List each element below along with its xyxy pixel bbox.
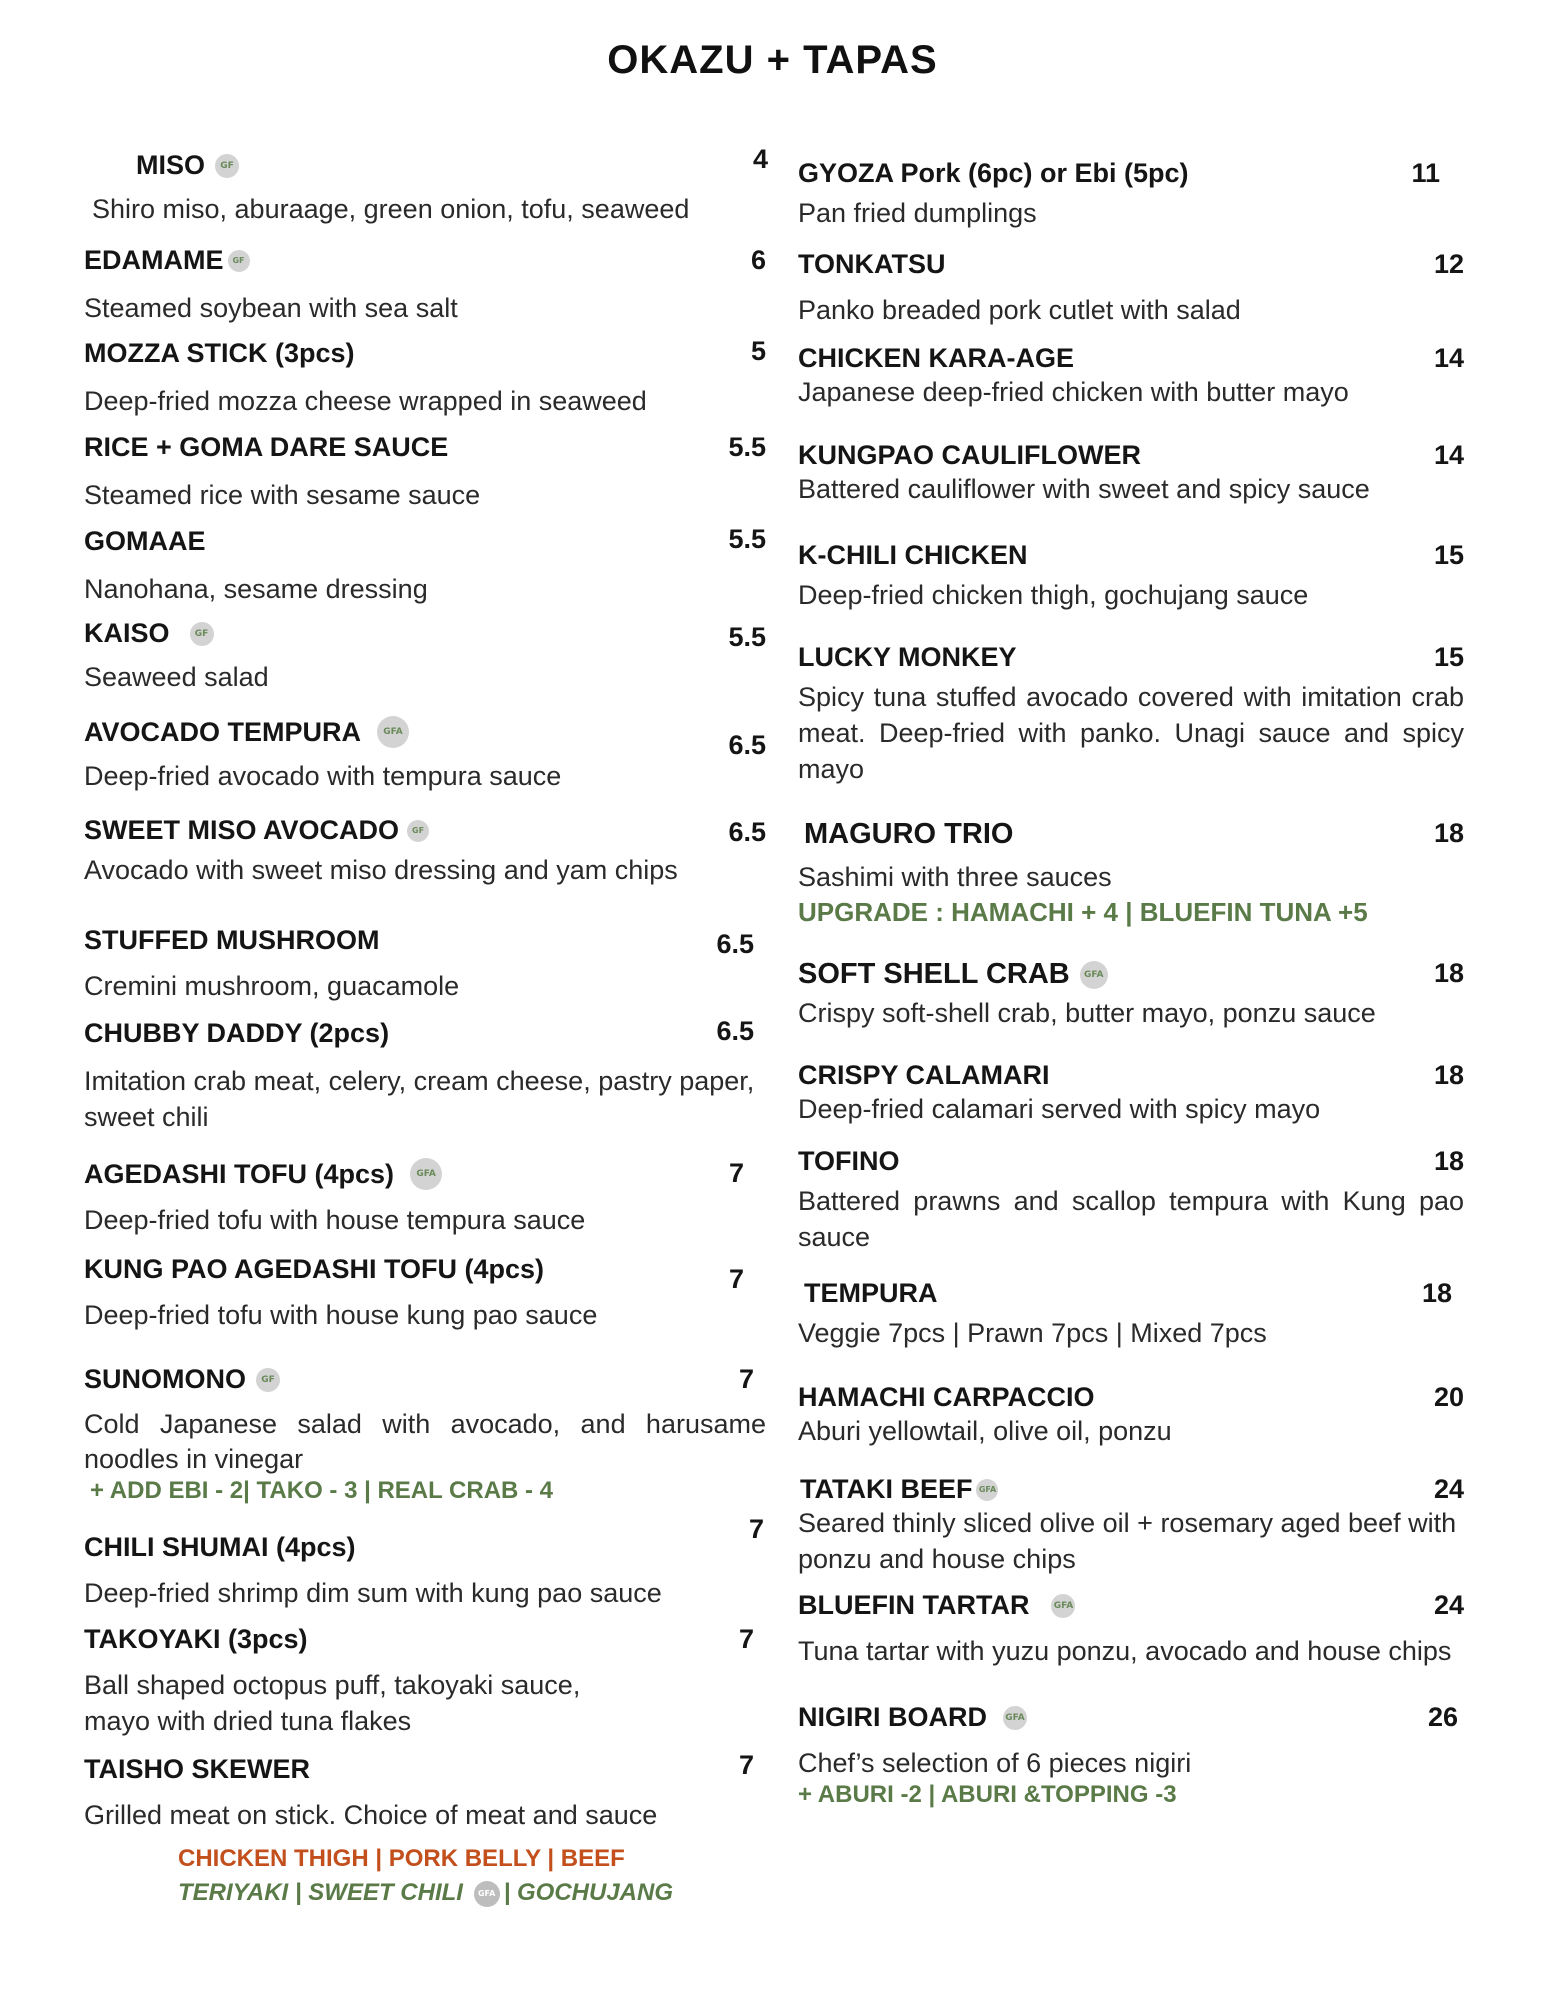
- item-name: TEMPURA: [804, 1278, 938, 1308]
- gluten-free-badge-icon: GF: [228, 250, 250, 272]
- menu-item: [84, 815, 766, 888]
- item-name: GOMAAE: [84, 526, 206, 556]
- item-name: RICE + GOMA DARE SAUCE: [84, 432, 449, 462]
- gluten-free-available-badge-icon: GFA: [474, 1881, 500, 1907]
- item-name: LUCKY MONKEY: [798, 642, 1017, 672]
- item-price: 20: [1433, 1382, 1464, 1412]
- item-price: 24: [1433, 1474, 1464, 1504]
- item-name: HAMACHI CARPACCIO: [798, 1382, 1095, 1412]
- menu-item: [84, 1750, 766, 1907]
- gluten-free-badge-icon: GF: [407, 820, 429, 842]
- item-price: 6.5: [716, 929, 754, 959]
- item-name: K-CHILI CHICKEN: [798, 540, 1028, 570]
- item-price: 6.5: [728, 817, 766, 847]
- item-description: Chef’s selection of 6 pieces nigiri: [798, 1748, 1192, 1778]
- item-description: Crispy soft-shell crab, butter mayo, ponzu sauce: [798, 998, 1376, 1028]
- menu-item: [84, 716, 766, 794]
- item-description: Deep-fried tofu with house kung pao sauce: [84, 1300, 598, 1330]
- item-description: Shiro miso, aburaage, green onion, tofu, seaweed: [92, 194, 690, 224]
- item-name: CHICKEN KARA-AGE: [798, 343, 1074, 373]
- item-name: KAISO: [84, 618, 170, 648]
- menu-item: [84, 1624, 766, 1739]
- menu-item: [84, 432, 766, 513]
- menu-item: [84, 1018, 766, 1135]
- item-name: CHUBBY DADDY (2pcs): [84, 1018, 390, 1048]
- item-price: 14: [1433, 343, 1464, 373]
- item-description: Tuna tartar with yuzu ponzu, avocado and house chips: [798, 1636, 1452, 1666]
- menu-item: [798, 1474, 1510, 1577]
- item-description: Deep-fried chicken thigh, gochujang sauce: [798, 580, 1309, 610]
- menu-item: [84, 1254, 766, 1333]
- menu-item: [84, 338, 766, 419]
- item-price: 26: [1427, 1702, 1458, 1732]
- gluten-free-available-badge-icon: GFA: [1051, 1594, 1075, 1618]
- item-name: SOFT SHELL CRAB: [798, 958, 1070, 990]
- item-addon: UPGRADE : HAMACHI + 4 | BLUEFIN TUNA +5: [798, 897, 1368, 927]
- sauce-options: [178, 1879, 766, 1907]
- item-price: 5.5: [728, 524, 766, 554]
- item-price: 4: [752, 144, 768, 174]
- item-description: Sashimi with three sauces: [798, 862, 1112, 892]
- item-price: 14: [1433, 440, 1464, 470]
- sauce-options-text: | GOCHUJANG: [503, 1879, 674, 1906]
- item-description: Pan fried dumplings: [798, 198, 1037, 228]
- item-description: Japanese deep-fried chicken with butter mayo: [798, 377, 1349, 407]
- menu-item: [84, 526, 766, 607]
- item-description: Veggie 7pcs | Prawn 7pcs | Mixed 7pcs: [798, 1318, 1267, 1348]
- item-price: 7: [748, 1514, 764, 1544]
- item-description: Deep-fried tofu with house tempura sauce: [84, 1205, 586, 1235]
- item-description: Cremini mushroom, guacamole: [84, 971, 460, 1001]
- item-name: TONKATSU: [798, 249, 946, 279]
- item-name: NIGIRI BOARD: [798, 1702, 987, 1732]
- item-name: AVOCADO TEMPURA: [84, 716, 362, 747]
- item-description: Deep-fried mozza cheese wrapped in seaweed: [84, 386, 647, 416]
- item-name: MOZZA STICK (3pcs): [84, 338, 355, 368]
- item-name: AGEDASHI TOFU (4pcs): [84, 1158, 395, 1189]
- menu-item: [798, 1590, 1510, 1669]
- item-description: Deep-fried avocado with tempura sauce: [84, 761, 562, 791]
- menu-item: [798, 249, 1510, 328]
- menu-item: [798, 1702, 1510, 1809]
- item-price: 5.5: [728, 622, 766, 652]
- item-price: 6.5: [728, 730, 766, 760]
- item-description: Deep-fried shrimp dim sum with kung pao sauce: [84, 1578, 662, 1608]
- item-price: 5.5: [728, 432, 766, 462]
- menu-item: [798, 540, 1510, 613]
- item-name: TATAKI BEEF: [800, 1474, 973, 1504]
- item-price: 24: [1433, 1590, 1464, 1620]
- menu-item: [84, 1514, 766, 1611]
- item-name: TOFINO: [798, 1146, 900, 1176]
- gluten-free-available-badge-icon: GFA: [1003, 1706, 1027, 1730]
- item-price: 18: [1433, 958, 1464, 988]
- item-description: Aburi yellowtail, olive oil, ponzu: [798, 1416, 1172, 1446]
- item-description: Cold Japanese salad with avocado, and harusame noodles in vinegar: [84, 1409, 766, 1474]
- menu-item: [798, 1146, 1510, 1255]
- item-description: Spicy tuna stuffed avocado covered with imitation crab meat. Deep-fried with panko. Unagi sauce and spicy mayo: [798, 682, 1464, 784]
- item-description-line: Ball shaped octopus puff, takoyaki sauce,: [84, 1670, 581, 1700]
- item-price: 7: [738, 1624, 754, 1654]
- menu-item: [84, 925, 766, 1004]
- item-description: Avocado with sweet miso dressing and yam chips: [84, 855, 678, 885]
- item-price: 7: [738, 1750, 754, 1780]
- menu-item: [798, 1060, 1510, 1127]
- menu-item: [798, 440, 1510, 507]
- gluten-free-available-badge-icon: GFA: [1080, 961, 1108, 989]
- item-price: 18: [1433, 1060, 1464, 1090]
- gluten-free-badge-icon: GF: [190, 622, 214, 646]
- item-description: Grilled meat on stick. Choice of meat and sauce: [84, 1800, 658, 1830]
- menu-item: [84, 618, 766, 695]
- item-price: 7: [728, 1158, 744, 1188]
- item-name: EDAMAME: [84, 245, 224, 275]
- sauce-options-text: TERIYAKI | SWEET CHILI: [178, 1879, 470, 1906]
- item-price: 15: [1433, 540, 1464, 570]
- item-name: KUNG PAO AGEDASHI TOFU (4pcs): [84, 1254, 545, 1284]
- menu-item: [84, 144, 768, 227]
- item-description: Seared thinly sliced olive oil + rosemary aged beef with ponzu and house chips: [798, 1508, 1457, 1574]
- item-name: CRISPY CALAMARI: [798, 1060, 1050, 1090]
- item-price: 6.5: [716, 1016, 754, 1046]
- item-price: 7: [738, 1364, 754, 1394]
- item-price: 18: [1433, 1146, 1464, 1176]
- menu-item: [84, 1364, 766, 1505]
- menu-item: [798, 158, 1510, 231]
- item-addon: + ADD EBI - 2| TAKO - 3 | REAL CRAB - 4: [90, 1477, 554, 1504]
- item-name: MAGURO TRIO: [804, 818, 1014, 850]
- menu-item: [84, 1158, 766, 1238]
- item-description: Nanohana, sesame dressing: [84, 574, 428, 604]
- gluten-free-available-badge-icon: GFA: [377, 716, 409, 748]
- item-name: GYOZA Pork (6pc) or Ebi (5pc): [798, 158, 1189, 188]
- gluten-free-available-badge-icon: GFA: [410, 1158, 442, 1190]
- menu-item: [798, 1278, 1510, 1351]
- menu-item: [84, 245, 766, 326]
- item-description: Battered prawns and scallop tempura with Kung pao sauce: [798, 1186, 1464, 1252]
- menu-item: [798, 958, 1510, 1031]
- item-name: KUNGPAO CAULIFLOWER: [798, 440, 1141, 470]
- gluten-free-badge-icon: GF: [215, 154, 239, 178]
- item-price: 15: [1433, 642, 1464, 672]
- meat-options: CHICKEN THIGH | PORK BELLY | BEEF: [178, 1845, 625, 1872]
- menu-item: [798, 1382, 1510, 1449]
- item-description: Battered cauliflower with sweet and spicy sauce: [798, 474, 1370, 504]
- item-addon: + ABURI -2 | ABURI &TOPPING -3: [798, 1781, 1177, 1808]
- item-description-line: mayo with dried tuna flakes: [84, 1706, 412, 1736]
- item-price: 5: [750, 336, 766, 366]
- page-title: OKAZU + TAPAS: [607, 38, 938, 82]
- item-price: 11: [1411, 158, 1440, 188]
- menu-item: [798, 343, 1510, 410]
- item-description: Deep-fried calamari served with spicy mayo: [798, 1094, 1321, 1124]
- item-name: TAKOYAKI (3pcs): [84, 1624, 308, 1654]
- item-price: 18: [1433, 818, 1464, 848]
- item-description: Panko breaded pork cutlet with salad: [798, 295, 1241, 325]
- item-price: 12: [1433, 249, 1464, 279]
- item-description: Steamed rice with sesame sauce: [84, 480, 481, 510]
- item-name: MISO: [136, 150, 206, 180]
- menu-item: [798, 818, 1510, 928]
- item-name: CHILI SHUMAI (4pcs): [84, 1532, 356, 1562]
- item-description: Steamed soybean with sea salt: [84, 293, 458, 323]
- item-name: TAISHO SKEWER: [84, 1754, 311, 1784]
- item-price: 18: [1421, 1278, 1452, 1308]
- item-name: SWEET MISO AVOCADO: [84, 815, 400, 845]
- item-description: Seaweed salad: [84, 662, 269, 692]
- item-name: SUNOMONO: [84, 1364, 246, 1394]
- menu-item: [798, 642, 1510, 787]
- item-price: 7: [728, 1264, 744, 1294]
- item-name: STUFFED MUSHROOM: [84, 925, 380, 955]
- item-price: 6: [750, 245, 766, 275]
- item-description: Imitation crab meat, celery, cream cheese, pastry paper, sweet chili: [84, 1066, 755, 1132]
- gluten-free-badge-icon: GF: [256, 1368, 280, 1392]
- item-name: BLUEFIN TARTAR: [798, 1590, 1030, 1620]
- gluten-free-available-badge-icon: GFA: [976, 1479, 998, 1501]
